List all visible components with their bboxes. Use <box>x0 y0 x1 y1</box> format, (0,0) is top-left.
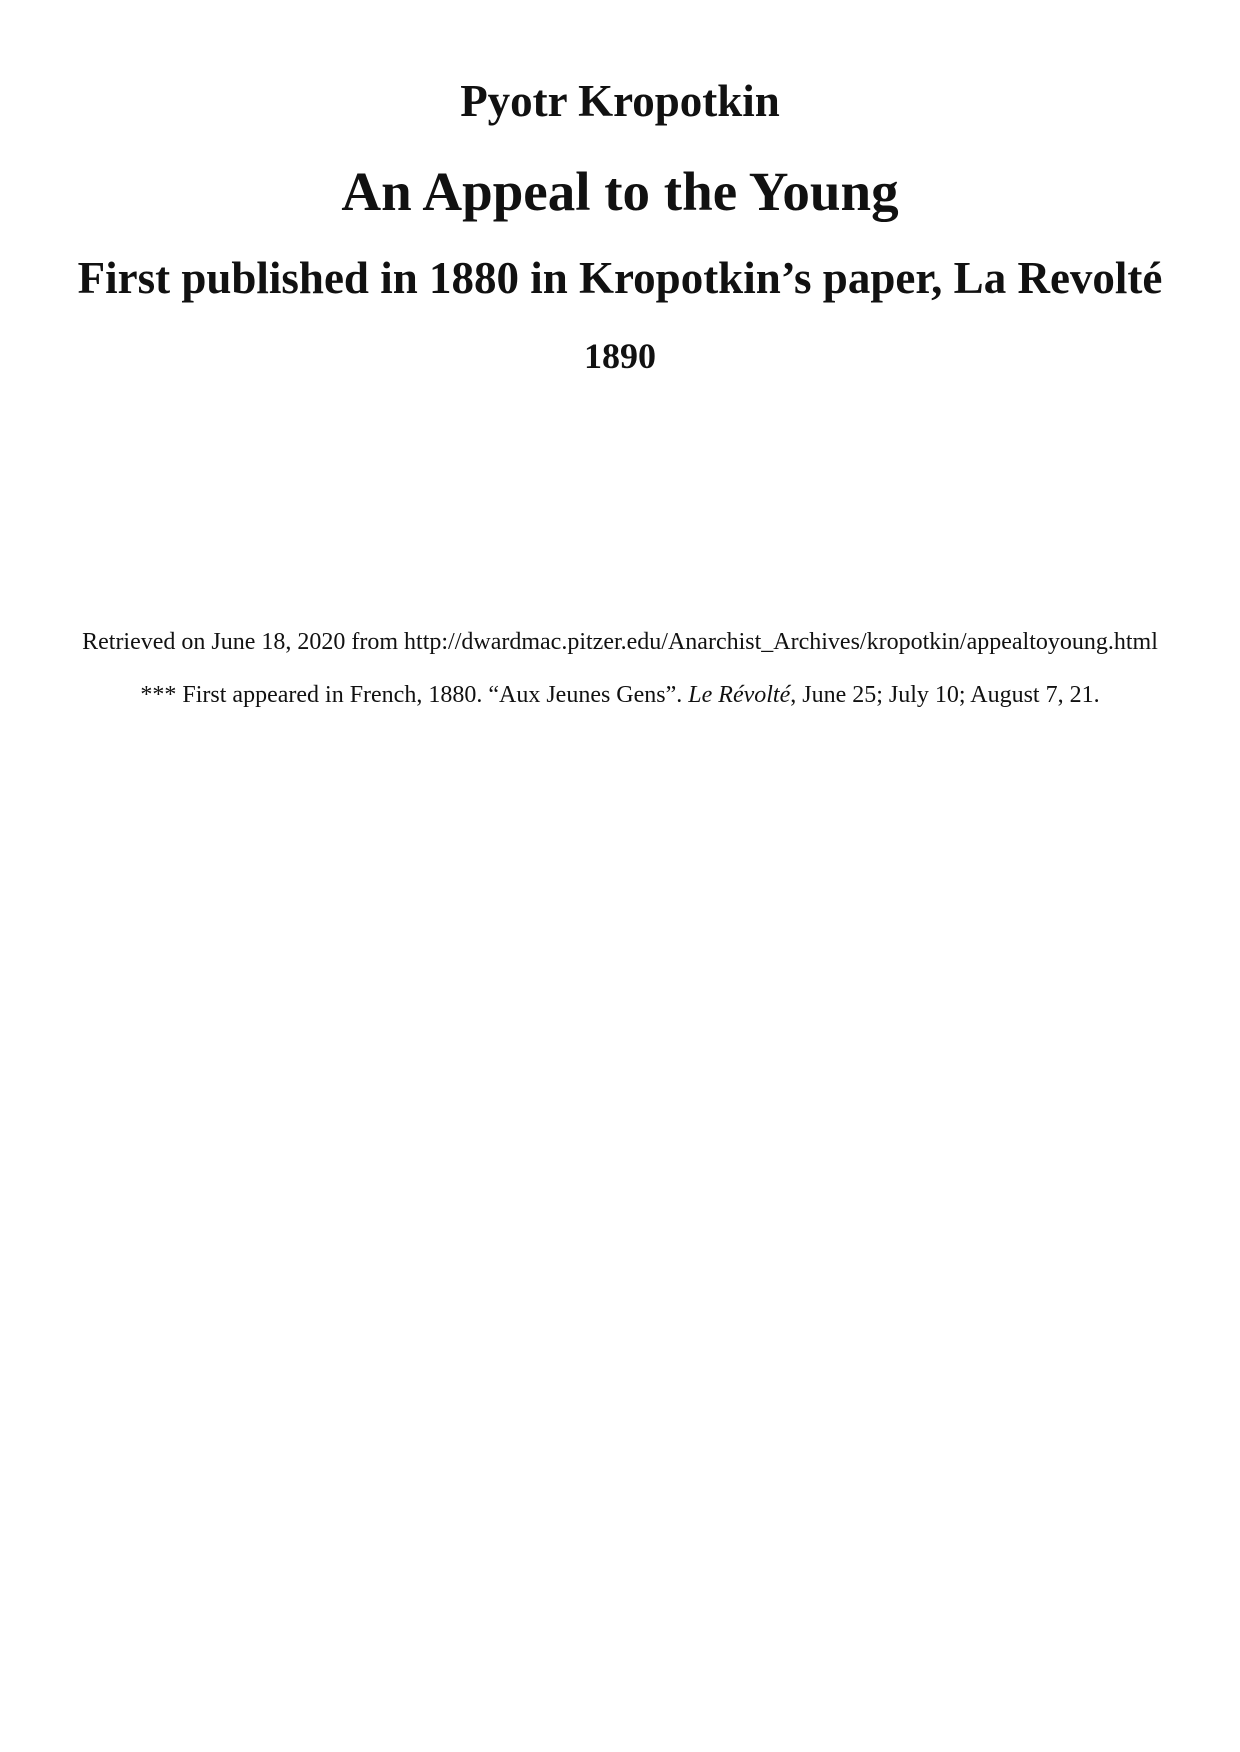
document-title: An Appeal to the Young <box>341 161 899 222</box>
first-appearance-note <box>0 680 1240 710</box>
retrieval-note: Retrieved on June 18, 2020 from http://dwardmac.pitzer.edu/Anarchist_Archives/kropotkin/appealtoyoung.html <box>82 629 1158 655</box>
note-dates: , June 25; July 10; August 7, 21. <box>790 682 1100 708</box>
publication-subtitle: First published in 1880 in Kropotkin’s paper, La Revolté <box>77 253 1163 303</box>
publication-name: Le Révolté <box>688 682 791 708</box>
publication-year: 1890 <box>584 336 656 376</box>
author-name: Pyotr Kropotkin <box>460 76 780 126</box>
note-prefix: *** First appeared in French, 1880. “Aux Jeunes Gens”. <box>140 682 689 708</box>
